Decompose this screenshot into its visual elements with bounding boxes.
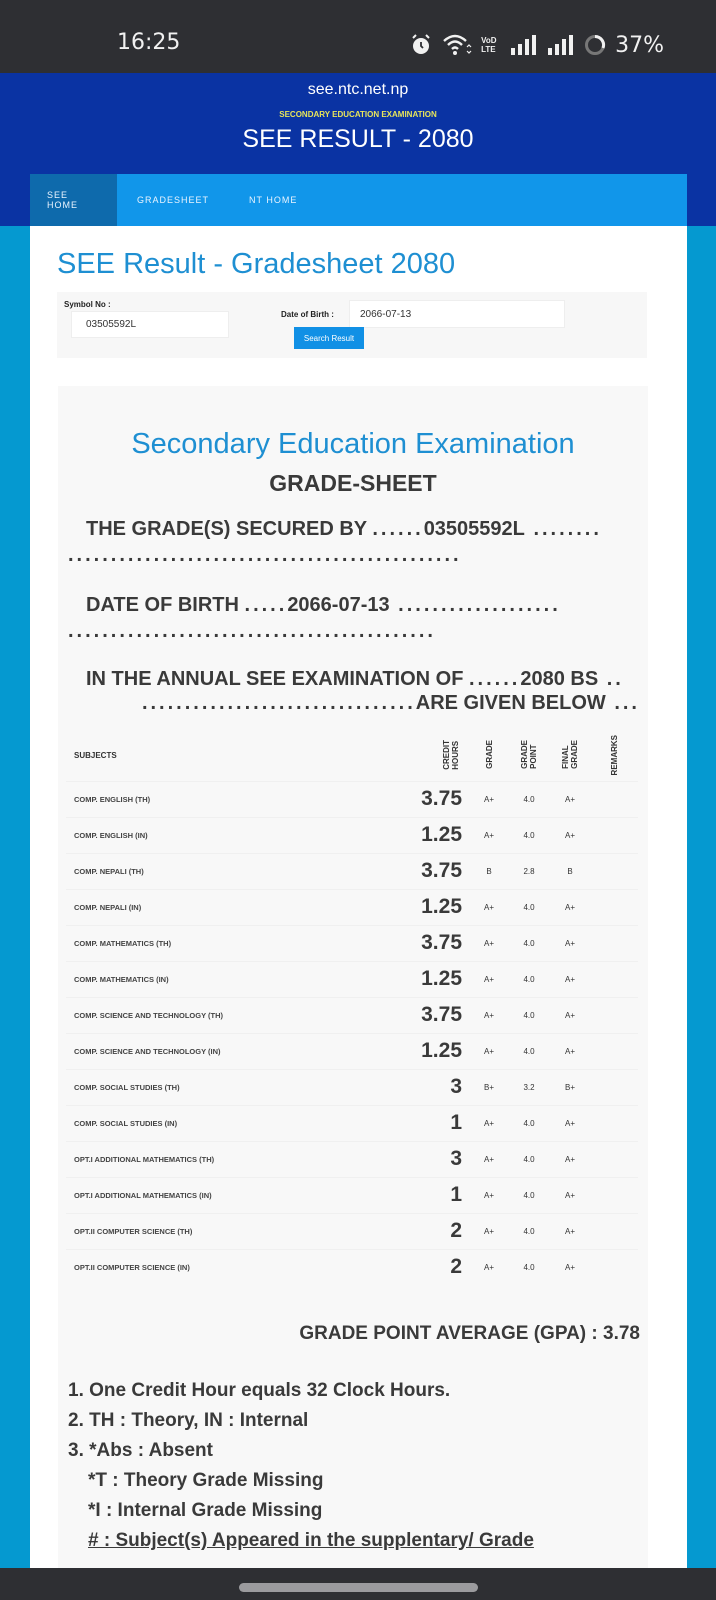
table-row bbox=[66, 1213, 638, 1249]
final-grade-cell: A+ bbox=[550, 1249, 590, 1285]
credit-hours-cell: 3 bbox=[410, 1141, 470, 1177]
tab-see-home[interactable]: SEE HOME bbox=[30, 174, 117, 226]
volte-icon: VoD LTE bbox=[481, 36, 497, 54]
table-row bbox=[66, 961, 638, 997]
table-header-row bbox=[66, 731, 638, 781]
grade-cell: B+ bbox=[470, 1069, 508, 1105]
credit-hours-cell: 1.25 bbox=[410, 1033, 470, 1069]
final-grade-cell: B+ bbox=[550, 1069, 590, 1105]
remarks-cell bbox=[590, 925, 638, 961]
subject-cell: OPT.II COMPUTER SCIENCE (IN) bbox=[66, 1249, 410, 1285]
credit-hours-cell: 2 bbox=[410, 1249, 470, 1285]
grade-point-cell: 4.0 bbox=[508, 1213, 550, 1249]
dots: ...... bbox=[468, 668, 521, 690]
table-row bbox=[66, 1105, 638, 1141]
dob-label: Date of Birth : bbox=[281, 310, 334, 319]
search-form bbox=[57, 292, 647, 358]
grade-point-cell: 2.8 bbox=[508, 853, 550, 889]
gpa-summary: GRADE POINT AVERAGE (GPA) : 3.78 bbox=[299, 1323, 640, 1344]
note-item: 3. *Abs : Absent bbox=[68, 1440, 213, 1461]
remarks-cell bbox=[590, 961, 638, 997]
grade-point-cell: 4.0 bbox=[508, 889, 550, 925]
remarks-cell bbox=[590, 853, 638, 889]
signal-icon bbox=[547, 34, 575, 56]
final-grade-cell: A+ bbox=[550, 817, 590, 853]
grade-cell: A+ bbox=[470, 961, 508, 997]
secured-by-line bbox=[68, 518, 640, 541]
dotted-line: .............................................. bbox=[68, 544, 462, 566]
grade-cell: A+ bbox=[470, 1033, 508, 1069]
subject-cell: COMP. NEPALI (IN) bbox=[66, 889, 410, 925]
subject-cell: COMP. SCIENCE AND TECHNOLOGY (IN) bbox=[66, 1033, 410, 1069]
secured-by-label: THE GRADE(S) SECURED BY bbox=[86, 518, 367, 540]
notes-list bbox=[68, 1376, 534, 1556]
final-grade-cell: A+ bbox=[550, 1177, 590, 1213]
final-grade-cell: A+ bbox=[550, 889, 590, 925]
col-gp-label-2: POINT bbox=[529, 744, 538, 770]
dots: .. bbox=[598, 668, 624, 690]
grade-point-cell: 4.0 bbox=[508, 1033, 550, 1069]
grade-cell: B bbox=[470, 853, 508, 889]
col-fg-label-2: GRADE bbox=[570, 740, 579, 770]
grade-point-cell: 4.0 bbox=[508, 925, 550, 961]
grade-point-cell: 3.2 bbox=[508, 1069, 550, 1105]
note-item: 2. TH : Theory, IN : Internal bbox=[68, 1410, 309, 1431]
grade-cell: A+ bbox=[470, 781, 508, 817]
page-content bbox=[30, 226, 687, 1568]
grade-cell: A+ bbox=[470, 997, 508, 1033]
table-row bbox=[66, 997, 638, 1033]
system-nav-bar bbox=[0, 1568, 716, 1600]
table-row bbox=[66, 1249, 638, 1285]
tab-nt-home[interactable]: NT HOME bbox=[249, 195, 298, 205]
credit-hours-cell: 3.75 bbox=[410, 781, 470, 817]
grade-cell: A+ bbox=[470, 1213, 508, 1249]
grade-sheet bbox=[58, 386, 648, 1568]
symbol-input[interactable] bbox=[71, 311, 229, 338]
final-grade-cell: A+ bbox=[550, 961, 590, 997]
dots: ... bbox=[605, 692, 640, 714]
table-row bbox=[66, 1033, 638, 1069]
credit-hours-cell: 3.75 bbox=[410, 925, 470, 961]
final-grade-cell: B bbox=[550, 853, 590, 889]
exam-label: IN THE ANNUAL SEE EXAMINATION OF bbox=[86, 668, 464, 690]
given-below-label: ARE GIVEN BELOW bbox=[415, 692, 606, 714]
subject-cell: COMP. ENGLISH (IN) bbox=[66, 817, 410, 853]
grades-body bbox=[66, 781, 638, 1285]
subject-cell: COMP. SOCIAL STUDIES (IN) bbox=[66, 1105, 410, 1141]
status-icons bbox=[409, 30, 664, 60]
battery-percent: 37% bbox=[615, 32, 664, 58]
dob-value: 2066-07-13 bbox=[287, 594, 390, 616]
remarks-cell bbox=[590, 997, 638, 1033]
subject-cell: COMP. NEPALI (TH) bbox=[66, 853, 410, 889]
grades-table bbox=[66, 731, 638, 1285]
sheet-heading: Secondary Education Examination bbox=[131, 428, 575, 460]
subject-cell: COMP. ENGLISH (TH) bbox=[66, 781, 410, 817]
tab-gradesheet[interactable]: GRADESHEET bbox=[137, 195, 210, 205]
given-below-line bbox=[68, 692, 640, 715]
signal-icon bbox=[510, 34, 538, 56]
grade-cell: A+ bbox=[470, 1105, 508, 1141]
remarks-cell bbox=[590, 1249, 638, 1285]
dots: ..... bbox=[244, 594, 288, 616]
grade-cell: A+ bbox=[470, 925, 508, 961]
alarm-icon bbox=[409, 33, 433, 57]
col-remarks bbox=[590, 731, 638, 781]
dob-line bbox=[68, 594, 640, 617]
credit-hours-cell: 3 bbox=[410, 1069, 470, 1105]
table-row bbox=[66, 817, 638, 853]
col-grade-label: GRADE bbox=[484, 740, 494, 770]
dob-input[interactable] bbox=[349, 300, 565, 328]
col-credit-hours bbox=[410, 731, 470, 781]
credit-hours-cell: 1.25 bbox=[410, 889, 470, 925]
grade-point-cell: 4.0 bbox=[508, 997, 550, 1033]
grade-point-cell: 4.0 bbox=[508, 1141, 550, 1177]
dots: ................................ bbox=[141, 692, 416, 714]
final-grade-cell: A+ bbox=[550, 997, 590, 1033]
credit-hours-cell: 2 bbox=[410, 1213, 470, 1249]
status-time: 16:25 bbox=[117, 30, 181, 55]
sub-note-item: *T : Theory Grade Missing bbox=[88, 1470, 324, 1491]
home-gesture-handle[interactable] bbox=[239, 1583, 478, 1592]
col-final-grade bbox=[550, 731, 590, 781]
credit-hours-cell: 3.75 bbox=[410, 997, 470, 1033]
subject-cell: COMP. SCIENCE AND TECHNOLOGY (TH) bbox=[66, 997, 410, 1033]
credit-hours-cell: 3.75 bbox=[410, 853, 470, 889]
remarks-cell bbox=[590, 781, 638, 817]
remarks-cell bbox=[590, 1105, 638, 1141]
site-title: SEE RESULT - 2080 bbox=[242, 125, 474, 153]
col-fg-label-1: FINAL bbox=[561, 745, 570, 770]
nav-bar bbox=[30, 174, 687, 226]
final-grade-cell: A+ bbox=[550, 1141, 590, 1177]
table-row bbox=[66, 925, 638, 961]
final-grade-cell: A+ bbox=[550, 1033, 590, 1069]
grade-cell: A+ bbox=[470, 1249, 508, 1285]
page-title: SEE Result - Gradesheet 2080 bbox=[57, 248, 456, 280]
grade-point-cell: 4.0 bbox=[508, 961, 550, 997]
symbol-number: 03505592L bbox=[423, 518, 525, 540]
site-domain: see.ntc.net.np bbox=[307, 81, 409, 98]
grade-point-cell: 4.0 bbox=[508, 817, 550, 853]
col-remarks-label: REMARKS bbox=[609, 734, 619, 775]
dob-line-label: DATE OF BIRTH bbox=[86, 594, 239, 616]
dots: ................... bbox=[389, 594, 561, 616]
table-row bbox=[66, 889, 638, 925]
final-grade-cell: A+ bbox=[550, 1105, 590, 1141]
final-grade-cell: A+ bbox=[550, 781, 590, 817]
dotted-line: ........................................... bbox=[68, 620, 436, 642]
remarks-cell bbox=[590, 1141, 638, 1177]
subject-cell: OPT.I ADDITIONAL MATHEMATICS (TH) bbox=[66, 1141, 410, 1177]
table-row bbox=[66, 1141, 638, 1177]
table-row bbox=[66, 853, 638, 889]
table-row bbox=[66, 1069, 638, 1105]
col-grade bbox=[470, 731, 508, 781]
credit-hours-cell: 1.25 bbox=[410, 817, 470, 853]
sheet-subheading: GRADE-SHEET bbox=[269, 470, 437, 496]
grade-point-cell: 4.0 bbox=[508, 1249, 550, 1285]
remarks-cell bbox=[590, 817, 638, 853]
exam-year: 2080 BS bbox=[520, 668, 599, 690]
status-bar bbox=[0, 0, 716, 73]
grade-cell: A+ bbox=[470, 817, 508, 853]
subject-cell: OPT.I ADDITIONAL MATHEMATICS (IN) bbox=[66, 1177, 410, 1213]
search-result-button[interactable]: Search Result bbox=[294, 327, 364, 349]
dots: ........ bbox=[524, 518, 602, 540]
remarks-cell bbox=[590, 889, 638, 925]
sub-note-item: # : Subject(s) Appeared in the supplentary/ Grade bbox=[88, 1530, 534, 1551]
table-row bbox=[66, 781, 638, 817]
site-subtitle: SECONDARY EDUCATION EXAMINATION bbox=[279, 110, 437, 119]
remarks-cell bbox=[590, 1177, 638, 1213]
symbol-label: Symbol No : bbox=[64, 300, 111, 309]
wifi-icon bbox=[442, 33, 472, 57]
credit-hours-cell: 1 bbox=[410, 1177, 470, 1213]
grade-point-cell: 4.0 bbox=[508, 1105, 550, 1141]
col-credit-label: CREDIT bbox=[442, 739, 451, 770]
grade-point-cell: 4.0 bbox=[508, 1177, 550, 1213]
battery-ring-icon bbox=[584, 34, 606, 56]
grade-point-cell: 4.0 bbox=[508, 781, 550, 817]
subject-cell: OPT.II COMPUTER SCIENCE (TH) bbox=[66, 1213, 410, 1249]
grade-cell: A+ bbox=[470, 889, 508, 925]
subject-cell: COMP. MATHEMATICS (TH) bbox=[66, 925, 410, 961]
note-item: 1. One Credit Hour equals 32 Clock Hours. bbox=[68, 1380, 451, 1401]
final-grade-cell: A+ bbox=[550, 1213, 590, 1249]
subject-cell: COMP. SOCIAL STUDIES (TH) bbox=[66, 1069, 410, 1105]
table-row bbox=[66, 1177, 638, 1213]
credit-hours-cell: 1.25 bbox=[410, 961, 470, 997]
subject-cell: COMP. MATHEMATICS (IN) bbox=[66, 961, 410, 997]
col-hours-label: HOURS bbox=[451, 740, 460, 770]
col-subjects: SUBJECTS bbox=[74, 751, 117, 761]
remarks-cell bbox=[590, 1069, 638, 1105]
remarks-cell bbox=[590, 1033, 638, 1069]
col-gp-label-1: GRADE bbox=[520, 740, 529, 770]
dots: ...... bbox=[372, 518, 424, 540]
credit-hours-cell: 1 bbox=[410, 1105, 470, 1141]
final-grade-cell: A+ bbox=[550, 925, 590, 961]
grade-cell: A+ bbox=[470, 1177, 508, 1213]
col-grade-point bbox=[508, 731, 550, 781]
sub-note-item: *I : Internal Grade Missing bbox=[88, 1500, 323, 1521]
exam-line bbox=[68, 668, 640, 691]
remarks-cell bbox=[590, 1213, 638, 1249]
grade-cell: A+ bbox=[470, 1141, 508, 1177]
